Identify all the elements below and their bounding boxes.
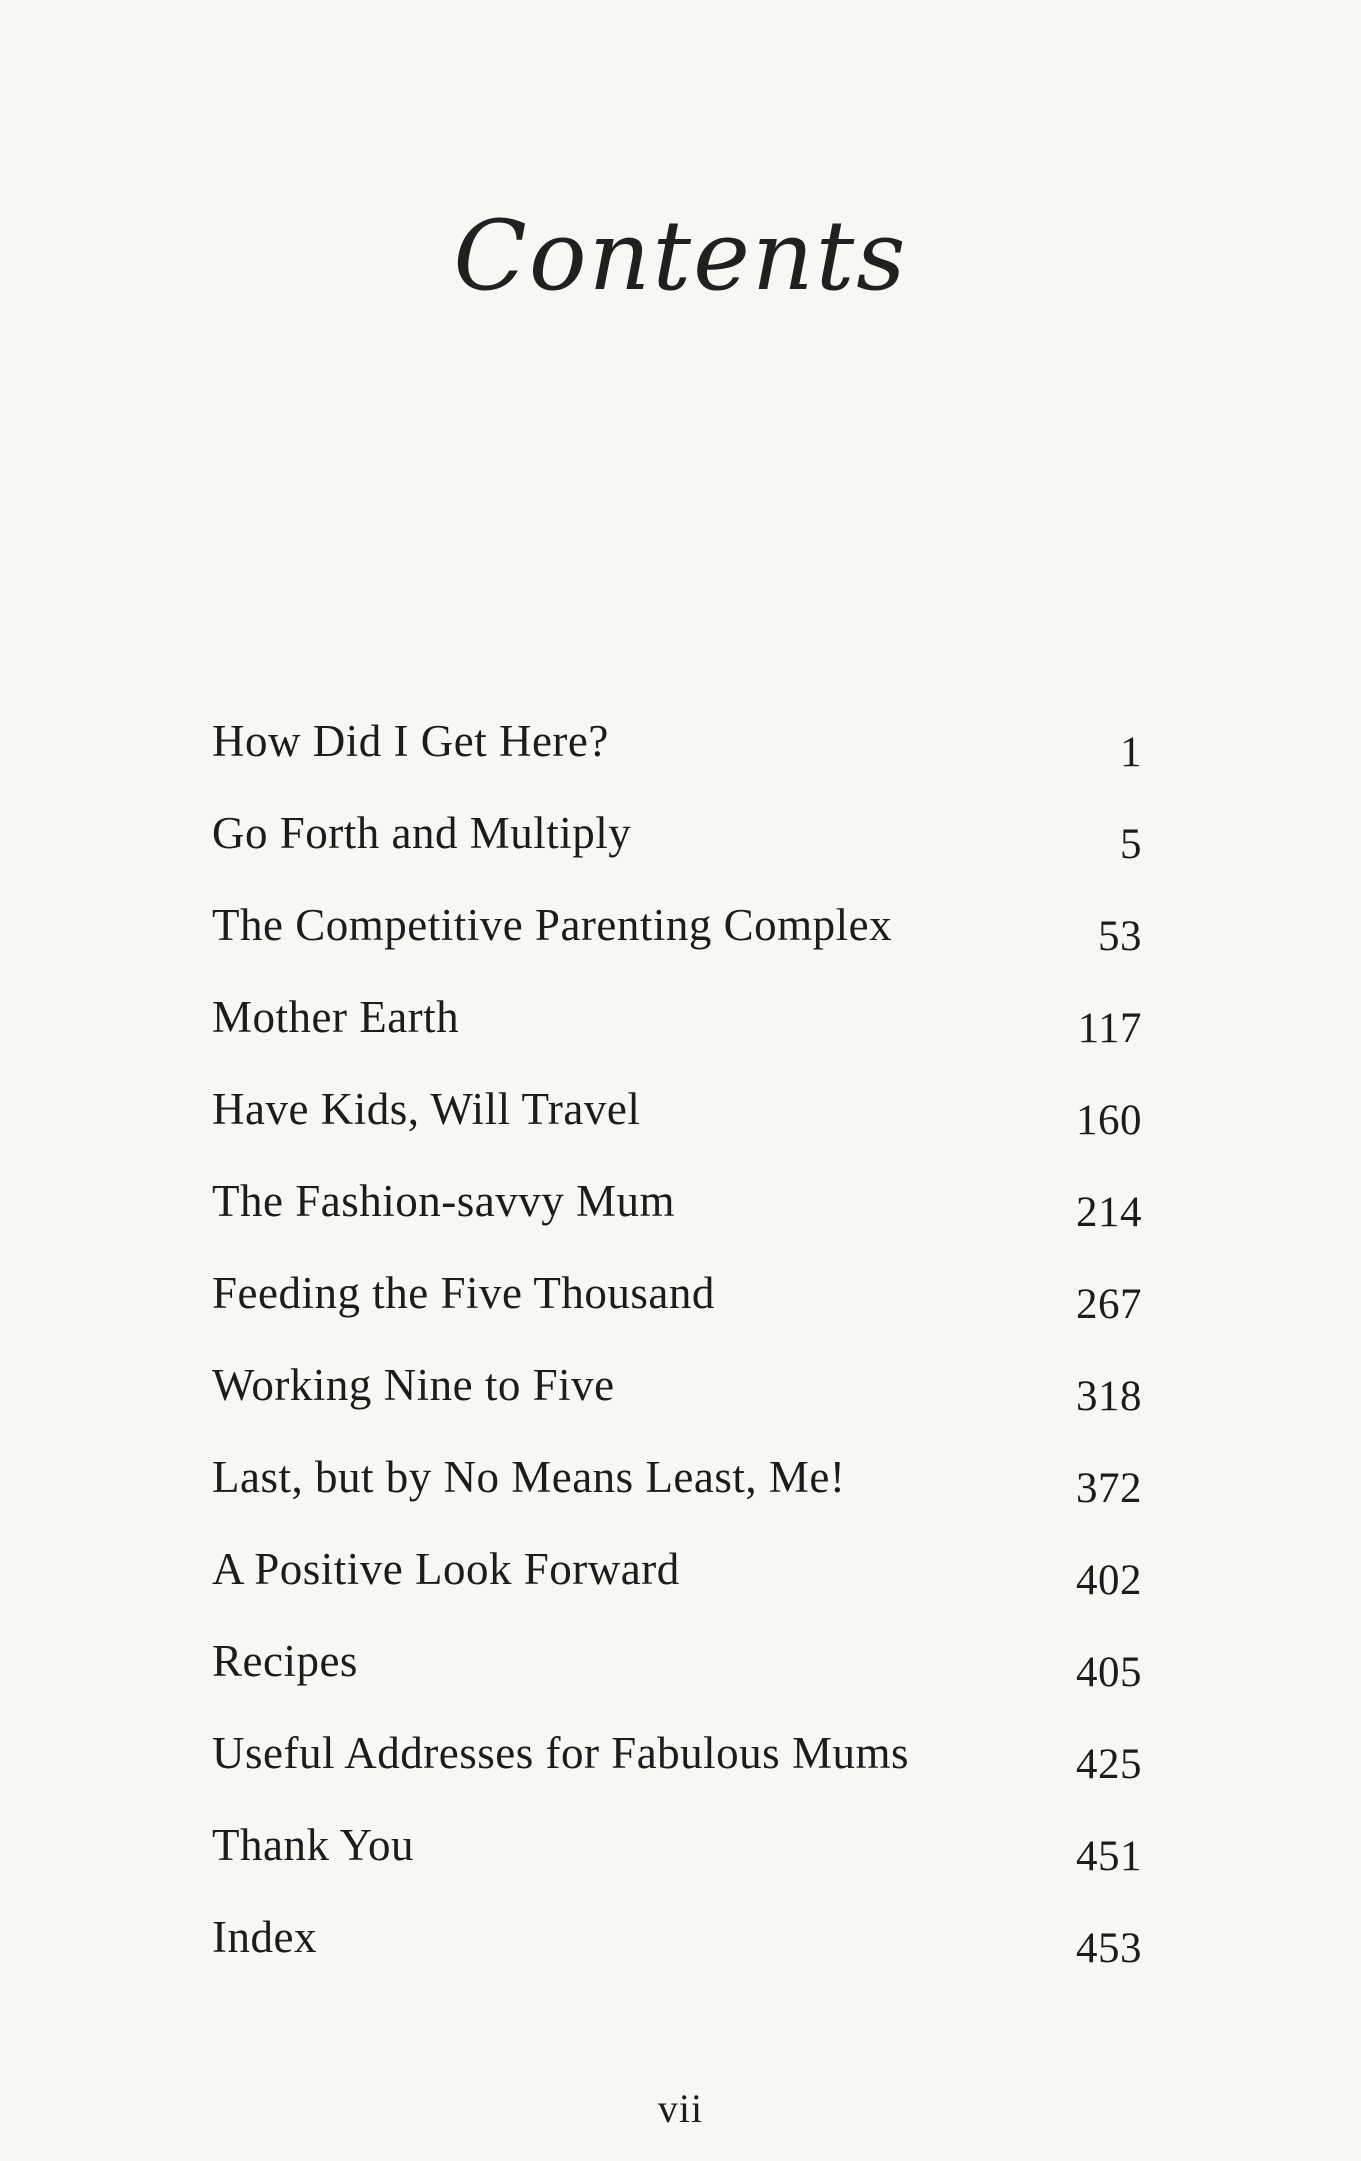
toc-entry-page: 5 [1120, 821, 1142, 868]
toc-entry [212, 1451, 1142, 1543]
toc-entry-page: 425 [1076, 1741, 1142, 1788]
toc-entry [212, 1267, 1142, 1359]
toc-entry [212, 1819, 1142, 1911]
toc-entry [212, 1911, 1142, 2003]
toc-entry-title: Index [212, 1912, 317, 1962]
toc-entry [212, 991, 1142, 1083]
toc-entry-page: 372 [1076, 1465, 1142, 1512]
toc-entry-page: 267 [1076, 1281, 1142, 1328]
toc-entry-page: 453 [1076, 1925, 1142, 1972]
toc-entry [212, 1083, 1142, 1175]
toc-entry [212, 1359, 1142, 1451]
toc-entry-title: The Competitive Parenting Complex [212, 900, 893, 950]
toc-entry-title: The Fashion-savvy Mum [212, 1176, 675, 1226]
toc-entry [212, 807, 1142, 899]
toc-entry-title: Working Nine to Five [212, 1360, 615, 1410]
toc-entry-title: Have Kids, Will Travel [212, 1084, 641, 1134]
toc-entry-title: A Positive Look Forward [212, 1544, 680, 1594]
toc-entry [212, 1543, 1142, 1635]
toc-entry [212, 1175, 1142, 1267]
toc-entry-page: 451 [1076, 1833, 1142, 1880]
toc-entry [212, 715, 1142, 807]
toc-entry-page: 214 [1076, 1189, 1142, 1236]
toc-entry-title: How Did I Get Here? [212, 716, 609, 766]
toc-entry [212, 899, 1142, 991]
toc-entry-title: Thank You [212, 1820, 415, 1870]
page-number: vii [657, 2086, 704, 2131]
toc-entry-page: 53 [1098, 913, 1142, 960]
toc-entry-title: Mother Earth [212, 992, 460, 1042]
toc-entry [212, 1635, 1142, 1727]
toc-entry-page: 318 [1076, 1373, 1142, 1420]
toc-entry-title: Useful Addresses for Fabulous Mums [212, 1728, 909, 1778]
toc-entry-page: 117 [1077, 1005, 1142, 1052]
page-title: Contents [453, 200, 908, 312]
toc-entry-title: Last, but by No Means Least, Me! [212, 1452, 846, 1502]
toc-entry-page: 402 [1076, 1557, 1142, 1604]
toc-entry-title: Recipes [212, 1636, 358, 1686]
toc-entry-title: Feeding the Five Thousand [212, 1268, 715, 1318]
toc-entry [212, 1727, 1142, 1819]
toc-entry-page: 160 [1076, 1097, 1142, 1144]
table-of-contents [212, 715, 1142, 2003]
toc-entry-title: Go Forth and Multiply [212, 808, 632, 858]
toc-entry-page: 1 [1120, 729, 1142, 776]
toc-entry-page: 405 [1076, 1649, 1142, 1696]
